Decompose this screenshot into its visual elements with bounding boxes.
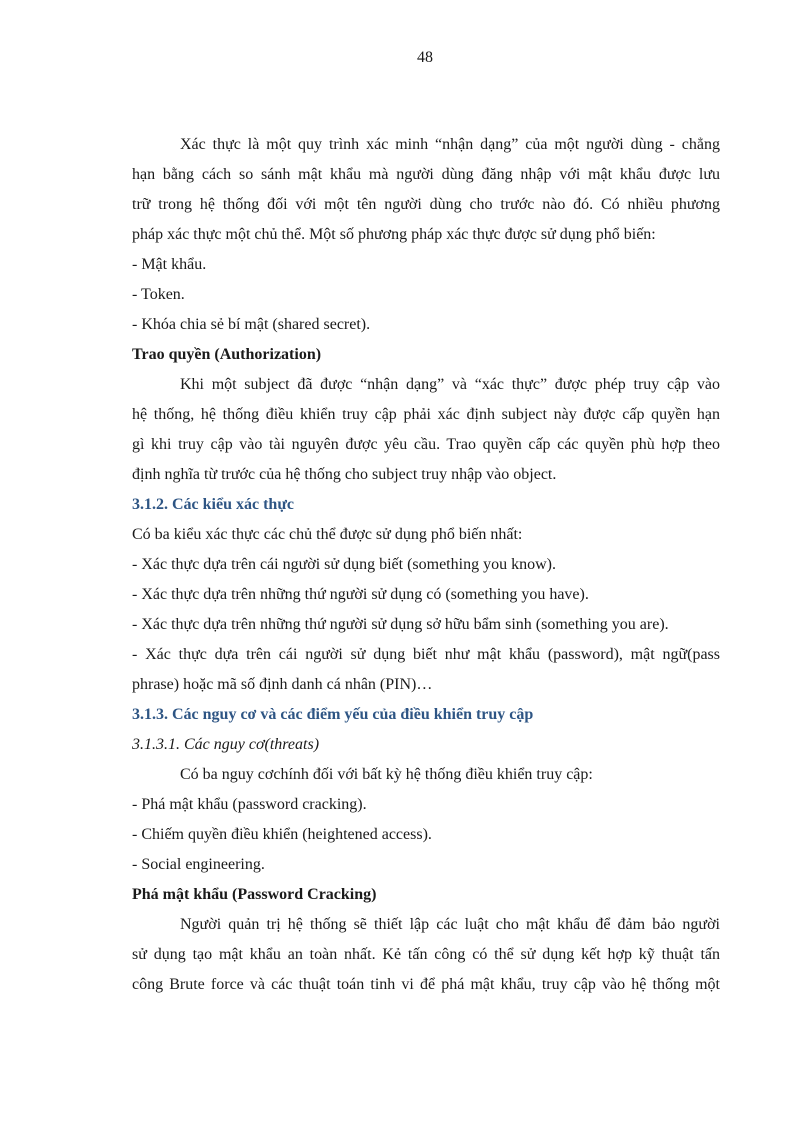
list-item: - Xác thực dựa trên cái người sử dụng biết như mật khẩu (password), mật ngữ(pass xyxy=(132,646,720,663)
paragraph-line: hệ thống, hệ thống điều khiển truy cập phải xác định subject này được cấp quyền hạn xyxy=(132,406,720,423)
list-item: - Mật khẩu. xyxy=(132,256,207,273)
list-item-continuation: phrase) hoặc mã số định danh cá nhân (PIN)… xyxy=(132,676,433,693)
paragraph-line: trữ trong hệ thống đối với một tên người dùng cho trước nào đó. Có nhiều phương xyxy=(132,196,720,213)
list-item: - Khóa chia sẻ bí mật (shared secret). xyxy=(132,316,371,333)
paragraph-line: sử dụng tạo mật khẩu an toàn nhất. Kẻ tấn công có thể sử dụng kết hợp kỹ thuật tấn xyxy=(132,946,720,963)
list-item: - Token. xyxy=(132,286,185,303)
section-heading: Phá mật khẩu (Password Cracking) xyxy=(132,886,377,903)
body-text xyxy=(132,130,720,1000)
page-number: 48 xyxy=(417,49,433,66)
list-item: - Social engineering. xyxy=(132,856,265,873)
list-item: - Chiếm quyền điều khiển (heightened access). xyxy=(132,826,432,843)
list-item: - Xác thực dựa trên cái người sử dụng biết (something you know). xyxy=(132,556,556,573)
paragraph-line: Có ba kiểu xác thực các chủ thể được sử dụng phổ biến nhất: xyxy=(132,526,523,543)
paragraph-line: công Brute force và các thuật toán tinh vi để phá mật khẩu, truy cập vào hệ thống một xyxy=(132,976,720,993)
section-heading: Trao quyền (Authorization) xyxy=(132,346,322,363)
paragraph-line: Có ba nguy cơchính đối với bất kỳ hệ thống điều khiển truy cập: xyxy=(180,766,593,783)
paragraph-line: pháp xác thực một chủ thể. Một số phương pháp xác thực được sử dụng phổ biến: xyxy=(132,226,656,243)
subsubsection-heading: 3.1.3.1. Các nguy cơ(threats) xyxy=(132,736,320,753)
subsection-heading: 3.1.3. Các nguy cơ và các điểm yếu của điều khiển truy cập xyxy=(132,706,534,723)
paragraph-line: Người quản trị hệ thống sẽ thiết lập các luật cho mật khẩu để đảm bảo người xyxy=(180,916,720,933)
list-item: - Xác thực dựa trên những thứ người sử dụng sở hữu bẩm sinh (something you are). xyxy=(132,616,669,633)
paragraph-line: Xác thực là một quy trình xác minh “nhận dạng” của một người dùng - chẳng xyxy=(180,136,720,153)
paragraph-line: gì khi truy cập vào tài nguyên được yêu cầu. Trao quyền cấp các quyền phù hợp theo xyxy=(132,436,720,453)
subsection-heading: 3.1.2. Các kiểu xác thực xyxy=(132,496,295,513)
list-item: - Xác thực dựa trên những thứ người sử dụng có (something you have). xyxy=(132,586,589,603)
list-item: - Phá mật khẩu (password cracking). xyxy=(132,796,367,813)
paragraph-line: Khi một subject đã được “nhận dạng” và “xác thực” được phép truy cập vào xyxy=(180,376,720,393)
paragraph-line: định nghĩa từ trước của hệ thống cho subject truy nhập vào object. xyxy=(132,466,557,483)
paragraph-line: hạn bằng cách so sánh mật khẩu mà người dùng đăng nhập với mật khẩu được lưu xyxy=(132,166,720,183)
